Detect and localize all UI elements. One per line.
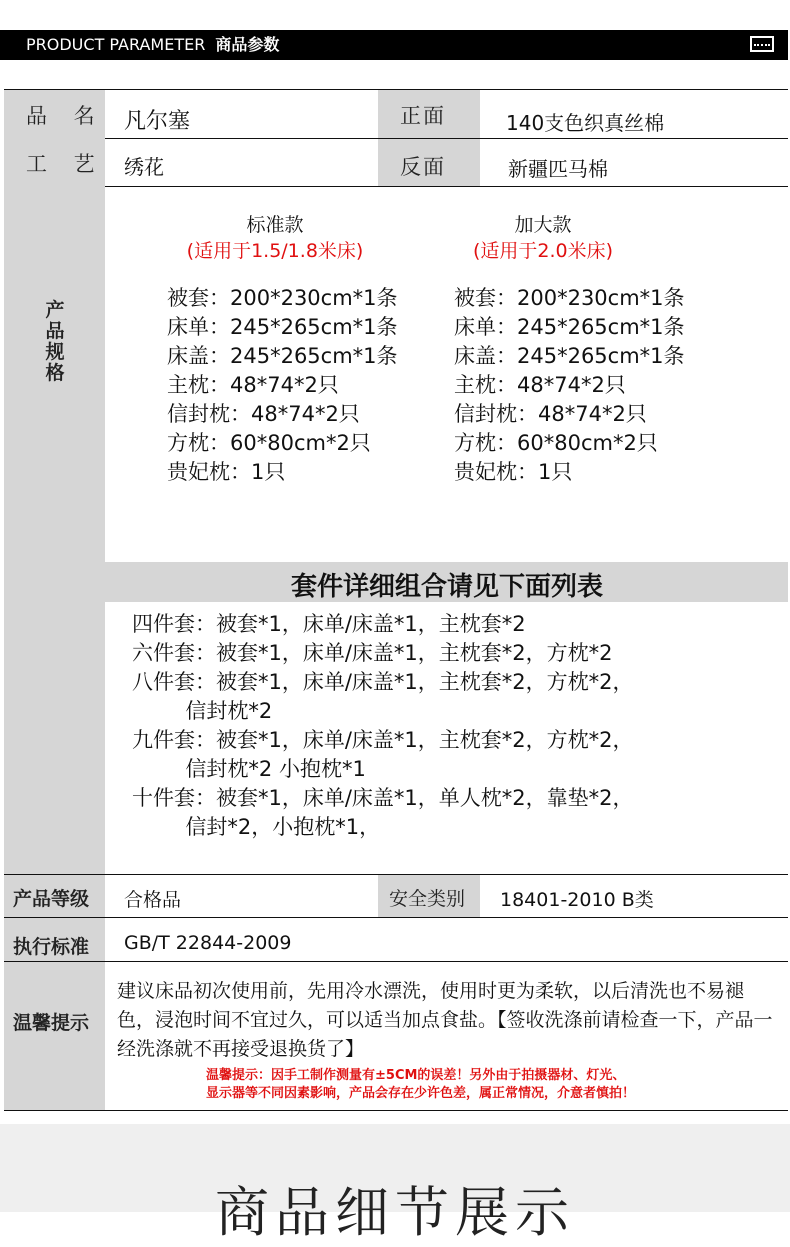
safety-label: 安全类别 <box>389 888 466 910</box>
combo-title: 套件详细组合请见下面列表 <box>290 572 603 602</box>
large-spec-list <box>454 284 685 487</box>
grade-value: 合格品 <box>124 889 182 911</box>
combo-line: 信封*2，小抱枕*1， <box>132 815 381 839</box>
spec-item: 主枕：48*74*2只 <box>167 373 339 397</box>
film-icon <box>750 36 774 52</box>
combo-line: 四件套：被套*1，床单/床盖*1，主枕套*2 <box>132 612 526 636</box>
large-subtitle: (适用于2.0米床) <box>472 240 614 262</box>
tips-body: 建议床品初次使用前，先用冷水漂洗，使用时更为柔软，以后清洗也不易褪色，浸泡时间不宜过久，可以适当加点食盐。【签收洗涤前请检查一下，产品一经洗涤就不再接受退换货了】 <box>117 980 773 1060</box>
spec-item: 贵妃枕：1只 <box>167 460 286 484</box>
header-title-cn: 商品参数 <box>215 35 280 54</box>
spec-item: 床盖：245*265cm*1条 <box>454 344 685 368</box>
spec-item: 被套：200*230cm*1条 <box>454 286 685 310</box>
header-title <box>26 35 279 55</box>
large-title: 加大款 <box>514 214 572 236</box>
standard-spec-list <box>167 284 398 487</box>
spec-item: 信封枕：48*74*2只 <box>454 402 647 426</box>
back-value: 新疆匹马棉 <box>508 157 608 181</box>
header-title-en: PRODUCT PARAMETER <box>26 35 206 54</box>
craft-label: 工 艺 <box>26 152 105 176</box>
spec-item: 方枕：60*80cm*2只 <box>454 431 658 455</box>
row-divider <box>105 186 788 187</box>
combo-line: 六件套：被套*1，床单/床盖*1，主枕套*2，方枕*2 <box>132 641 613 665</box>
grade-label: 产品等级 <box>13 888 90 910</box>
front-label: 正面 <box>400 104 446 128</box>
row-divider <box>105 138 788 139</box>
front-value: 140支色织真丝棉 <box>506 111 665 135</box>
combo-line: 信封枕*2 小抱枕*1 <box>132 757 366 781</box>
tips-note-line2: 显示器等不同因素影响，产品会存在少许色差，属正常情况，介意者慎拍！ <box>206 1086 636 1101</box>
spec-item: 贵妃枕：1只 <box>454 460 573 484</box>
combo-list <box>132 610 634 842</box>
detail-section-title: 商品细节展示 <box>215 1181 575 1244</box>
standard-label: 执行标准 <box>13 936 90 958</box>
tips-note-line1: 温馨提示：因手工制作测量有±5CM的误差！另外由于拍摄器材、灯光、 <box>206 1068 626 1083</box>
craft-value: 绣花 <box>124 155 164 179</box>
name-value: 凡尔塞 <box>124 109 191 134</box>
table-bottom-border <box>4 1110 788 1111</box>
tips-label: 温馨提示 <box>13 1012 90 1034</box>
safety-value: 18401-2010 B类 <box>500 889 654 911</box>
spec-item: 信封枕：48*74*2只 <box>167 402 360 426</box>
row-divider <box>4 961 788 962</box>
standard-subtitle: (适用于1.5/1.8米床) <box>186 240 364 262</box>
spec-item: 床单：245*265cm*1条 <box>167 315 398 339</box>
combo-line: 八件套：被套*1，床单/床盖*1，主枕套*2，方枕*2， <box>132 670 634 694</box>
row-divider <box>4 917 788 918</box>
spec-item: 主枕：48*74*2只 <box>454 373 626 397</box>
back-label: 反面 <box>400 155 446 179</box>
spec-item: 床单：245*265cm*1条 <box>454 315 685 339</box>
combo-line: 信封枕*2 <box>132 699 273 723</box>
spec-item: 床盖：245*265cm*1条 <box>167 344 398 368</box>
name-label: 品 名 <box>26 104 105 128</box>
standard-title: 标准款 <box>246 214 304 236</box>
spec-label: 产品规格 <box>45 299 65 384</box>
combo-line: 十件套：被套*1，床单/床盖*1，单人枕*2，靠垫*2， <box>132 786 634 810</box>
spec-item: 被套：200*230cm*1条 <box>167 286 398 310</box>
spec-item: 方枕：60*80cm*2只 <box>167 431 371 455</box>
combo-line: 九件套：被套*1，床单/床盖*1，主枕套*2，方枕*2， <box>132 728 634 752</box>
standard-value: GB/T 22844-2009 <box>124 932 292 954</box>
